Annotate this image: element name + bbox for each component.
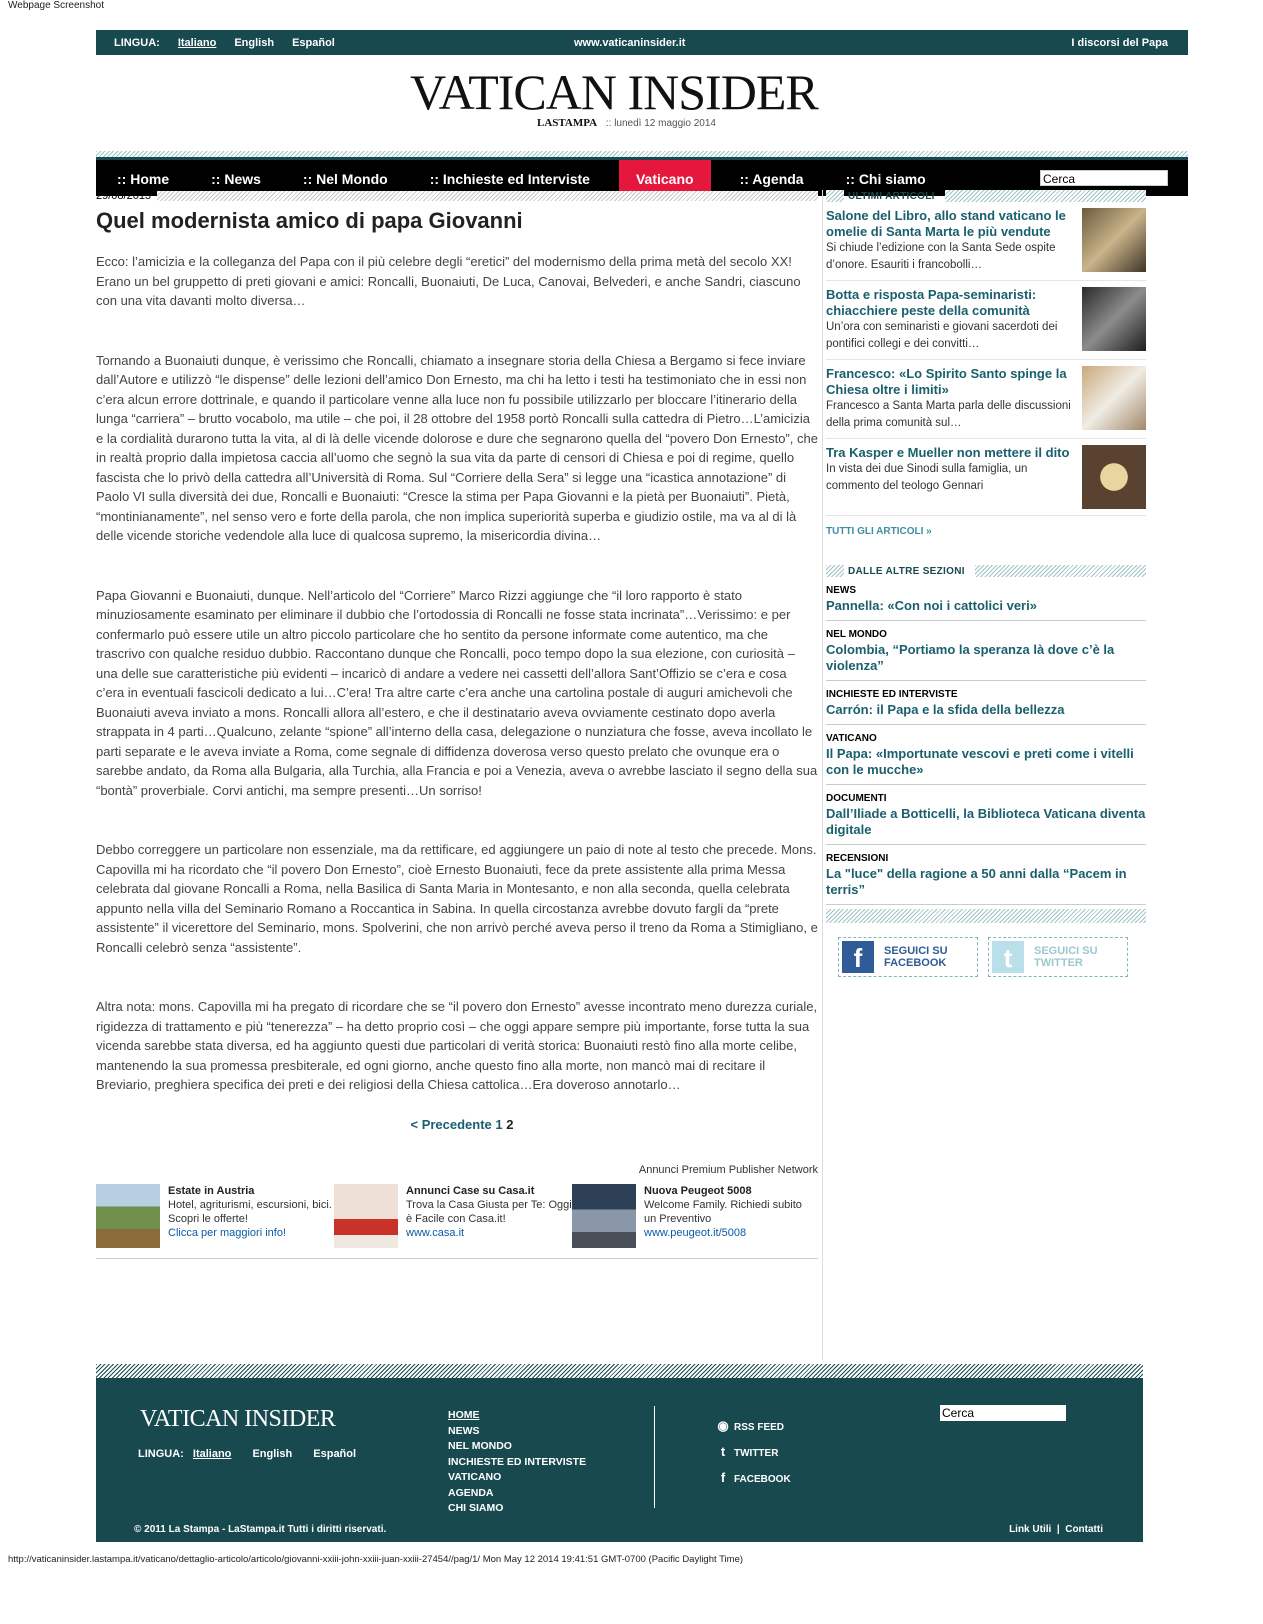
ad-title[interactable]: Estate in Austria	[168, 1184, 255, 1197]
footer-language-label: LINGUA:	[138, 1448, 184, 1460]
related-title[interactable]: Tra Kasper e Mueller non mettere il dito	[826, 445, 1070, 460]
article-paragraph: Altra nota: mons. Capovilla mi ha pregato di ricordare che se “il povero don Ernesto” avesse incontrato meno durezza curiale, rigidezza di trattamento e più “tenerezza” – ha detto proprio così – che oggi appare sempre più importante, forse tutta la sua vicenda sarebbe stata diversa, ed ha aggiunto questi due particolari di verità storica: Buonaiuti restò fino alla morte celibe, mantenendo la sua promessa presbiterale, ed ogni giorno, anche questo fino alla morte, non mancò mai di recitare il Breviario, preghiera specifica dei preti e dei religiosi della Chiesa cattolica…Era doveroso annotarlo…	[96, 999, 818, 1092]
date-divider	[157, 191, 818, 201]
footer	[96, 1378, 1143, 1542]
related-desc: Si chiude l’edizione con la Santa Sede ospite d’onore. Esauriti i francobolli…	[826, 242, 1056, 271]
footer-link-home[interactable]: HOME	[448, 1409, 480, 1421]
footer-language-italiano[interactable]: Italiano	[192, 1448, 232, 1460]
related-thumbnail[interactable]	[1082, 445, 1146, 509]
section-category: NEL MONDO	[826, 629, 887, 640]
nav-chi-siamo[interactable]: :: Chi siamo	[845, 171, 926, 187]
related-thumbnail[interactable]	[1082, 287, 1146, 351]
facebook-link[interactable]	[716, 1466, 791, 1492]
section-item[interactable]	[826, 621, 1146, 681]
related-thumbnail[interactable]	[1082, 366, 1146, 430]
ad-text: Trova la Casa Giusta per Te: Oggi è Facile con Casa.it!	[406, 1198, 572, 1225]
social-buttons	[838, 937, 1146, 977]
related-article[interactable]	[826, 202, 1146, 281]
related-article[interactable]	[826, 439, 1146, 516]
language-label: LINGUA:	[114, 36, 160, 49]
latest-articles-header	[826, 190, 1146, 202]
footer-divider	[96, 1364, 1143, 1378]
nav-vaticano[interactable]: Vaticano	[619, 160, 711, 196]
section-item[interactable]	[826, 577, 1146, 621]
site-url-link[interactable]: www.vaticaninsider.it	[574, 36, 686, 49]
language-english[interactable]: English	[234, 36, 275, 49]
footer-link-nel-mondo[interactable]: NEL MONDO	[448, 1440, 512, 1452]
sidebar	[822, 190, 1146, 1360]
section-title[interactable]: Colombia, “Portiamo la speranza là dove c’è la violenza”	[826, 642, 1115, 673]
twitter-follow-button[interactable]	[988, 937, 1128, 977]
header-stripes	[945, 190, 1146, 202]
ads-header[interactable]: Annunci Premium Publisher Network	[638, 1163, 818, 1176]
language-espanol[interactable]: Español	[292, 36, 335, 49]
section-title[interactable]: Dall’Iliade a Botticelli, la Biblioteca Vaticana diventa digitale	[826, 806, 1146, 837]
screenshot-label: Webpage Screenshot	[8, 0, 104, 11]
section-category: DOCUMENTI	[826, 793, 887, 804]
ad-thumbnail[interactable]	[572, 1184, 636, 1248]
rss-feed-label: RSS FEED	[734, 1422, 785, 1433]
ad-item[interactable]	[572, 1184, 810, 1248]
nav-nel-mondo[interactable]: :: Nel Mondo	[302, 171, 388, 187]
pager-previous-link[interactable]: < Precedente	[410, 1116, 492, 1132]
footer-language-espanol[interactable]: Español	[313, 1448, 357, 1460]
footer-feeds	[716, 1414, 791, 1492]
language-selector	[114, 37, 353, 49]
article-title: Quel modernista amico di papa Giovanni	[96, 208, 523, 233]
nav-home[interactable]: :: Home	[117, 171, 170, 187]
section-category: NEWS	[826, 585, 856, 596]
top-bar	[96, 30, 1188, 55]
ad-text: Welcome Family. Richiedi subito un Preventivo	[644, 1198, 802, 1225]
search-input[interactable]: Cerca	[1040, 170, 1168, 186]
ad-item[interactable]	[96, 1184, 334, 1248]
ad-title[interactable]: Nuova Peugeot 5008	[644, 1184, 752, 1197]
ad-link[interactable]: www.peugeot.it/5008	[644, 1226, 747, 1239]
capture-url-line: http://vaticaninsider.lastampa.it/vaticano/dettaglio-articolo/articolo/giovanni-xxiii-john-xxiii-juan-xxiii-27454//pag/1/ Mon May 12 2014 19:41:51 GMT-0700 (Pacific Daylight Time)	[8, 1554, 744, 1565]
article-paragraph: Papa Giovanni e Buonaiuti, dunque. Nell’articolo del “Corriere” Marco Rizzi aggiunge che “il loro rapporto è stato minuziosamente esaminato per eliminare il dubbio che l’ortodossia di Roncalli ne fosse stata incrinata”…Verissimo: e per confermarlo può essere utile un altro piccolo particolare che ho sentito da persone informate come autentico, ma che trascrivo con qualche residuo dubbio. Raccontano dunque che Roncalli, poco tempo dopo la sua elezione, con curiosità – una delle sue caratteristiche più evidenti – incaricò di andare a vedere nei cassetti dell’allora Sant’Offizio se c’era e cosa c’era in eventuali fascicoli dedicato a lui…C’era! Tra altre carte c’era anche una cartolina postale di auguri amichevoli che Buonaiuti aveva inviato a mons. Roncalli allora all’estero, e che il destinatario aveva ovviamente cestinato dopo averla strappata in 4 parti…Qualcuno, zelante “spione” all’interno della casa, delegazione o nunziatura che fosse, aveva incollato le parti separate e le aveva inviate a Roma, come segnale di diffidenza doverosa verso questo prelato che ovunque era o sarebbe andato, da Roma alla Bulgaria, alla Turchia, alla Francia e poi a Venezia, aveva o avrebbe lasciato il segno della sua “bontà” proverbiale. Corvi antichi, ma sempre presenti…Un sorriso!	[96, 587, 818, 798]
discorsi-papa-link[interactable]: I discorsi del Papa	[1071, 36, 1168, 49]
section-title[interactable]: Il Papa: «Importunate vescovi e preti come i vitelli con le mucche»	[826, 746, 1134, 777]
link-utili-link[interactable]: Link Utili	[1009, 1524, 1052, 1535]
twitter-follow-label: SEGUICI SU TWITTER	[1034, 945, 1098, 969]
article-paragraph: Tornando a Buonaiuti dunque, è verissimo che Roncalli, chiamato a insegnare storia della Chiesa a Bergamo si fece inviare dall’Autore e utilizzò “le dispense” delle lezioni dell’amico Don Ernesto, ma chi ha letto i testi ha testimoniato che in essi non c’era alcun errore dottrinale, e quando il particolare venne alla luce non fu possibile utilizzarlo per bloccare l’itinerario della lunga “carriera” – brutto vocabolo, ma utile – che poi, il 28 ottobre del 1958 portò Roncalli sulla cattedra di Pietro…L’amicizia e la cordialità durarono tutta la vita, al di là delle vicende dolorose e dure che segnarono quella del “povero Don Ernesto”, che in realtà proprio dalla impietosa caccia all’uomo che segnò la sua vita da parte di censori di Chiesa e poi di regime, quello fascista che lo privò della cattedra all’Università di Roma. Sul “Corriere della Sera” si legge una “icastica annotazione” di Paolo VI sulla diversità dei due, Roncalli e Buonaiuti: “Cresce la stima per Papa Giovanni e la pietà per Buonaiuti”. Pietà, “montinianamente”, nel senso vero e forte della parola, che non implica superiorità superba e giudizio ostile, ma va al di là delle vicende storiche vedendole alla luce di qualcosa supremo, la misericordia divina…	[96, 352, 818, 543]
article-date-row	[96, 190, 818, 202]
footer-vertical-divider	[654, 1406, 655, 1508]
site-logo[interactable]: VATICAN INSIDER	[410, 64, 818, 120]
footer-link-inchieste[interactable]: INCHIESTE ED INTERVISTE	[448, 1455, 587, 1468]
copyright: © 2011 La Stampa - LaStampa.it Tutti i diritti riservati.	[134, 1524, 387, 1535]
page	[96, 30, 1188, 196]
ad-thumbnail[interactable]	[96, 1184, 160, 1248]
section-item[interactable]	[826, 845, 1146, 905]
related-desc: Un’ora con seminaristi e giovani sacerdoti dei pontifici collegi e dei convitti…	[826, 321, 1058, 350]
facebook-icon: f	[720, 1470, 726, 1485]
latest-articles-title: ULTIMI ARTICOLI	[848, 190, 935, 202]
section-category: VATICANO	[826, 733, 877, 744]
related-title[interactable]: Salone del Libro, allo stand vaticano le omelie di Santa Marta le più vendute	[826, 208, 1066, 239]
nav-agenda[interactable]: :: Agenda	[739, 171, 804, 187]
footer-language-selector	[138, 1448, 374, 1460]
related-desc: In vista dei due Sinodi sulla famiglia, un commento del teologo Gennari	[826, 463, 1028, 492]
publisher-logo[interactable]: LASTAMPA	[537, 117, 598, 129]
footer-link-agenda[interactable]: AGENDA	[448, 1486, 494, 1499]
ad-link[interactable]: Clicca per maggiori info!	[168, 1226, 286, 1239]
nav-inchieste[interactable]: :: Inchieste ed Interviste	[429, 171, 590, 187]
ad-title[interactable]: Annunci Case su Casa.it	[406, 1184, 535, 1197]
masthead-subline	[537, 117, 716, 129]
facebook-icon: f	[842, 941, 874, 973]
header-stripes	[826, 190, 844, 202]
section-title[interactable]: La "luce" della ragione a 50 anni dalla “Pacem in terris”	[826, 866, 1127, 897]
section-item[interactable]	[826, 785, 1146, 845]
sidebar-divider	[826, 909, 1146, 923]
footer-nav	[448, 1408, 586, 1517]
header-stripes	[826, 565, 844, 577]
facebook-follow-button[interactable]	[838, 937, 978, 977]
contatti-link[interactable]: Contatti	[1065, 1524, 1103, 1535]
footer-link-news[interactable]: NEWS	[448, 1424, 480, 1437]
twitter-icon: t	[720, 1444, 726, 1459]
section-title[interactable]: Pannella: «Con noi i cattolici veri»	[826, 598, 1037, 613]
current-date: :: lunedì 12 maggio 2014	[605, 118, 716, 129]
other-sections-title: DALLE ALTRE SEZIONI	[848, 565, 965, 577]
related-desc: Francesco a Santa Marta parla delle discussioni della prima comunità sul…	[826, 400, 1071, 429]
twitter-label: TWITTER	[734, 1448, 779, 1459]
twitter-link[interactable]	[716, 1440, 791, 1466]
ad-item[interactable]	[334, 1184, 572, 1248]
ad-link[interactable]: www.casa.it	[406, 1226, 465, 1239]
article-column	[96, 190, 818, 1259]
footer-search-input[interactable]: Cerca	[940, 1405, 1066, 1421]
article-date: 29/08/2013	[96, 190, 152, 202]
rss-feed-link[interactable]	[716, 1414, 791, 1440]
nav-news[interactable]: :: News	[211, 171, 261, 187]
all-articles-link[interactable]: TUTTI GLI ARTICOLI »	[826, 526, 932, 537]
facebook-label: FACEBOOK	[734, 1474, 791, 1485]
masthead	[96, 55, 1188, 145]
footer-language-english[interactable]: English	[252, 1448, 293, 1460]
ad-text: Hotel, agriturismi, escursioni, bici. Scopri le offerte!	[168, 1198, 332, 1225]
other-sections-header	[826, 565, 1146, 577]
section-item[interactable]	[826, 725, 1146, 785]
ads-row	[96, 1184, 818, 1259]
section-category: RECENSIONI	[826, 853, 889, 864]
language-italiano[interactable]: Italiano	[177, 36, 217, 49]
footer-link-chi-siamo[interactable]: CHI SIAMO	[448, 1502, 504, 1514]
ad-thumbnail[interactable]	[334, 1184, 398, 1248]
footer-utility-links	[1009, 1524, 1103, 1535]
related-title[interactable]: Botta e risposta Papa-seminaristi: chiacchiere peste della comunità	[826, 287, 1037, 318]
twitter-icon: t	[992, 941, 1024, 973]
section-category: INCHIESTE ED INTERVISTE	[826, 689, 958, 700]
pager-page-1[interactable]: 1	[495, 1116, 503, 1132]
related-article[interactable]	[826, 360, 1146, 439]
article-paragraph: Debbo correggere un particolare non essenziale, ma da rettificare, ed aggiungere un paio di note al testo che precede. Mons. Capovilla mi ha ricordato che “il povero Don Ernesto”, cioè Ernesto Buonaiuti, fece da prete assistente alla prima Messa celebrata dal giovane Roncalli a Roma, nella Basilica di Santa Maria in Montesanto, e non alla seconda, quella celebrata appunto nella villa del Seminario Romano a Roccantica in Sabina. In quella circostanza avrebbe dovuto fargli da “prete assistente” il vicerettore del Seminario, mons. Spolverini, che non arrivò perché aveva perso il treno da Roma a Stimigliano, e Roncalli celebrò senza “assistente”.	[96, 842, 818, 955]
footer-logo[interactable]: VATICAN INSIDER	[140, 1406, 336, 1432]
pager-page-2: 2	[506, 1116, 514, 1132]
article-body	[96, 252, 818, 1095]
section-title[interactable]: Carrón: il Papa e la sfida della bellezza	[826, 702, 1065, 717]
facebook-follow-label: SEGUICI SU FACEBOOK	[884, 945, 948, 969]
related-thumbnail[interactable]	[1082, 208, 1146, 272]
article-paragraph: Ecco: l’amicizia e la colleganza del Papa con il più celebre degli “eretici” del modernismo della prima metà del secolo XX! Erano un bel gruppetto di preti giovani e amici: Roncalli, Buonaiuti, De Luca, Canovai, Belvederi, e anche Sandri, ciascuno con una vita davanti molto diversa…	[96, 254, 801, 308]
pagination	[96, 1117, 828, 1132]
link-separator: |	[1054, 1524, 1063, 1535]
rss-icon: ◉	[717, 1418, 729, 1433]
section-item[interactable]	[826, 681, 1146, 725]
header-stripes	[975, 565, 1146, 577]
related-title[interactable]: Francesco: «Lo Spirito Santo spinge la Chiesa oltre i limiti»	[826, 366, 1067, 397]
footer-link-vaticano[interactable]: VATICANO	[448, 1471, 502, 1483]
related-article[interactable]	[826, 281, 1146, 360]
